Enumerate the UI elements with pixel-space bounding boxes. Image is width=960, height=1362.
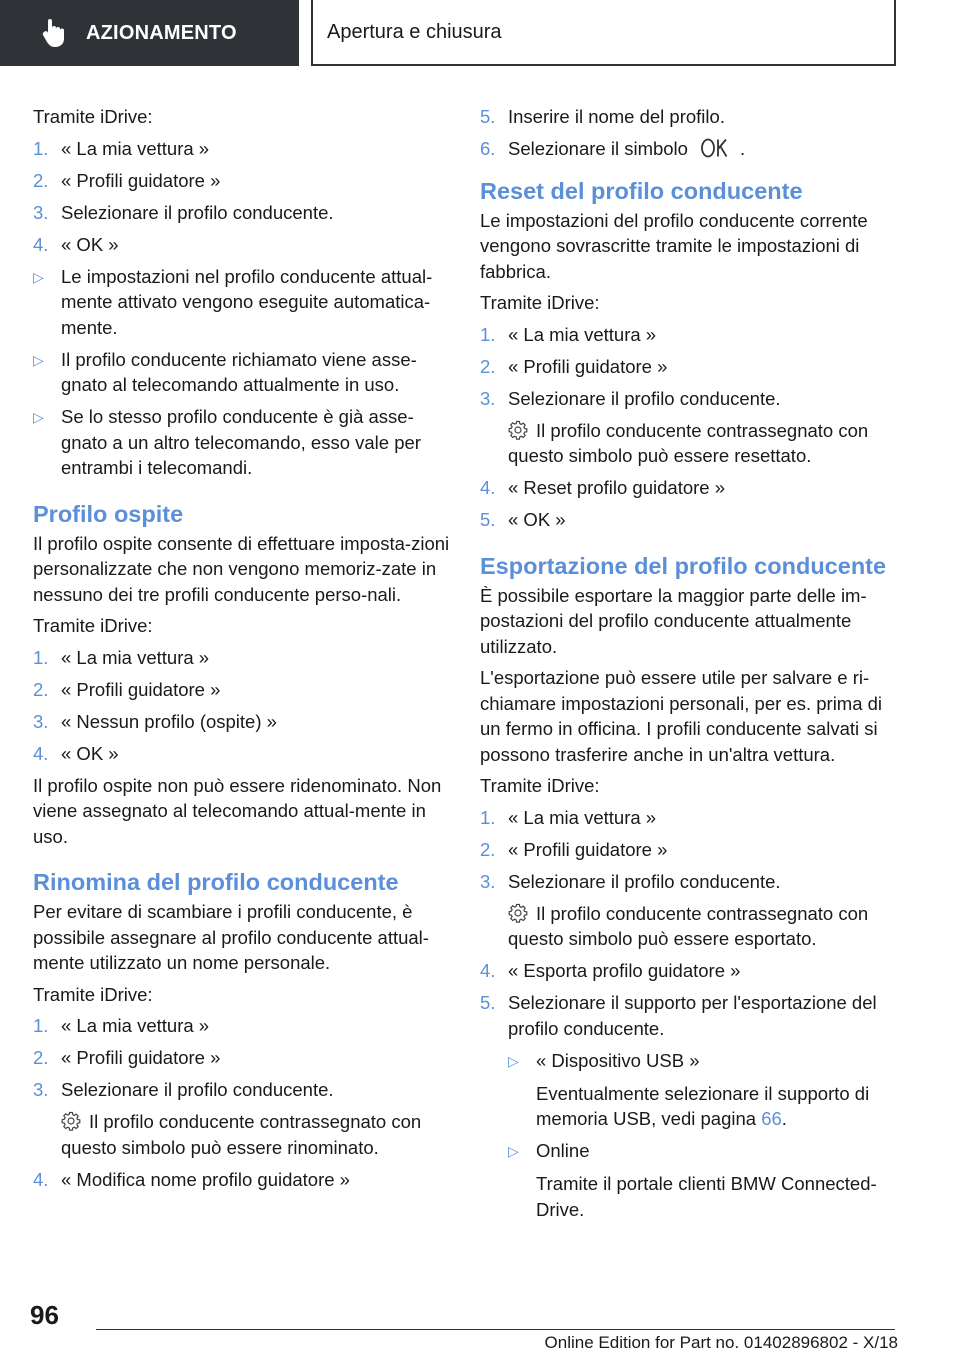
step-text: « Profili guidatore » (61, 1047, 221, 1068)
step-number: 3. (33, 1079, 49, 1100)
list-item (33, 347, 453, 398)
option-tail: . (781, 1108, 787, 1129)
step-number: 2. (33, 678, 49, 700)
list-item (480, 386, 900, 412)
list-item (480, 507, 900, 533)
step-text: « Profili guidatore » (508, 355, 668, 377)
step-number: 4. (480, 477, 496, 498)
step-number: 1. (480, 323, 496, 345)
chapter-title: Apertura e chiusura (327, 20, 502, 43)
triangle-bullet-icon: ▷ (33, 268, 44, 285)
step-text: Selezionare il simbolo (508, 138, 688, 159)
list-item (33, 232, 453, 258)
step-text: « Modifica nome profilo guidatore » (61, 1168, 350, 1190)
list-item (480, 104, 900, 130)
bullet-text: « Dispositivo USB » (536, 1049, 700, 1071)
steps-list (33, 645, 453, 767)
list-item (33, 677, 453, 703)
steps-list (33, 136, 453, 258)
symbol-note (508, 418, 900, 469)
footer-divider (96, 1329, 895, 1330)
triangle-bullet-icon: ▷ (508, 1143, 519, 1159)
step-number: 5. (480, 509, 496, 530)
edition-footer: Online Edition for Part no. 01402896802 - X/18 (544, 1333, 898, 1352)
step-number: 5. (480, 106, 496, 127)
paragraph: È possibile esportare la maggior parte delle im-postazioni del profilo conducente attualmente utilizzato. (480, 584, 867, 657)
triangle-bullet-icon: ▷ (33, 409, 44, 425)
step-number: 1. (33, 137, 49, 159)
steps-list (480, 475, 900, 533)
list-item (33, 741, 453, 767)
step-text: « Nessun profilo (ospite) » (61, 710, 277, 732)
heading-reset-profile: Reset del profilo conducente (480, 177, 803, 204)
step-text: Selezionare il supporto per l'esportazione del profilo conducente. (508, 992, 877, 1039)
step-text: « La mia vettura » (508, 806, 657, 828)
step-number: 6. (480, 138, 496, 159)
step-text: Selezionare il profilo conducente. (508, 387, 781, 409)
list-item (480, 805, 900, 831)
heading-export-profile: Esportazione del profilo conducente (480, 552, 887, 579)
step-number: 1. (33, 646, 49, 668)
list-item (480, 322, 900, 348)
steps-list (480, 805, 900, 895)
gear-icon (508, 903, 528, 923)
list-item (33, 264, 453, 341)
step-number: 1. (33, 1015, 49, 1036)
step-number: 2. (480, 838, 496, 860)
steps-list (480, 322, 900, 412)
list-item (480, 869, 900, 895)
left-column (33, 104, 453, 1199)
list-item (33, 168, 453, 194)
ok-symbol-icon (700, 137, 730, 159)
bullet-text: Se lo stesso profilo conducente è già asse-gnato a un altro telecomando, esso vale per entrambi i telecomandi. (61, 406, 421, 478)
step-text: « Profili guidatore » (508, 838, 668, 860)
step-number: 4. (33, 233, 49, 255)
heading-guest-profile: Profilo ospite (33, 500, 184, 527)
page-link[interactable]: 66 (761, 1108, 782, 1129)
step-number: 2. (480, 355, 496, 377)
step-number: 4. (33, 742, 49, 764)
paragraph: Tramite iDrive: (480, 292, 600, 313)
steps-list (480, 958, 900, 1041)
step-number: 1. (480, 806, 496, 828)
paragraph: Il profilo ospite non può essere ridenominato. Non viene assegnato al telecomando attual-mente in uso. (33, 774, 442, 847)
list-item (33, 404, 453, 481)
symbol-note (508, 901, 900, 952)
step-text: Inserire il nome del profilo. (508, 106, 725, 127)
paragraph: Tramite iDrive: (33, 615, 153, 636)
step-text: « Esporta profilo guidatore » (508, 960, 741, 981)
list-item (480, 475, 900, 501)
list-item (33, 1167, 453, 1193)
bullet-text: Online (536, 1140, 590, 1161)
step-number: 2. (33, 169, 49, 191)
triangle-bullet-icon: ▷ (508, 1052, 519, 1069)
option-description: Tramite il portale clienti BMW Connected-Drive. (536, 1173, 877, 1220)
list-item (33, 1013, 453, 1039)
step-number: 2. (33, 1047, 49, 1068)
step-text: Selezionare il profilo conducente. (61, 201, 334, 223)
bullet-text: Il profilo conducente richiamato viene asse-gnato al telecomando attualmente in uso. (61, 348, 417, 395)
step-text: « La mia vettura » (61, 1015, 210, 1036)
gear-icon (508, 420, 528, 440)
step-number: 5. (480, 992, 496, 1013)
hand-icon (34, 13, 74, 53)
paragraph: Tramite iDrive: (480, 775, 600, 796)
page-number: 96 (30, 1300, 59, 1330)
step-number: 3. (33, 201, 49, 223)
list-item (33, 1045, 453, 1071)
symbol-note (61, 1109, 453, 1160)
export-options (508, 1048, 900, 1223)
paragraph: Le impostazioni del profilo conducente corrente vengono sovrascritte tramite le impostazioni di fabbrica. (480, 209, 868, 282)
paragraph: Tramite iDrive: (33, 106, 153, 127)
list-item (33, 1077, 453, 1103)
list-item (33, 200, 453, 226)
steps-list (33, 1167, 453, 1193)
paragraph: Il profilo ospite consente di effettuare imposta-zioni personalizzate che non vengono memoriz-zate in nessuno dei tre profili conducente perso-nali. (33, 532, 450, 605)
step-number: 3. (480, 387, 496, 409)
step-number: 3. (480, 870, 496, 892)
step-text: « La mia vettura » (61, 646, 210, 668)
chapter-tab (311, 0, 896, 66)
step-text: « OK » (61, 233, 119, 255)
bullet-list (508, 1048, 900, 1075)
step-text: « OK » (508, 509, 566, 530)
step-text: « Profili guidatore » (61, 169, 221, 191)
list-item (480, 958, 900, 984)
list-item (33, 645, 453, 671)
triangle-bullet-icon: ▷ (33, 351, 44, 368)
step-text: « OK » (61, 742, 119, 764)
step-text: Selezionare il profilo conducente. (508, 870, 781, 892)
step-number: 4. (480, 960, 496, 981)
note-text: Il profilo conducente contrassegnato con questo simbolo può essere rinominato. (61, 1111, 422, 1158)
note-text: Il profilo conducente contrassegnato con questo simbolo può essere esportato. (508, 902, 869, 949)
bullet-list (508, 1138, 900, 1165)
bullet-text: Le impostazioni nel profilo conducente attual-mente attivato vengono eseguite automatica-mente. (61, 265, 433, 338)
bullet-list (33, 264, 453, 481)
paragraph: L'esportazione può essere utile per salvare e ri-chiamare impostazioni personali, per es. prima di un fermo in officina. I profili conducente salvati si possono trasferire anche in un'altra vettura. (480, 667, 883, 765)
section-title: AZIONAMENTO (86, 21, 237, 44)
steps-list (33, 1013, 453, 1103)
option-text: Eventualmente selezionare il supporto di memoria USB, vedi pagina (536, 1082, 870, 1129)
step-text: « La mia vettura » (61, 137, 210, 159)
steps-list (480, 104, 900, 162)
list-item (508, 1048, 900, 1075)
list-item (480, 837, 900, 863)
step-number: 3. (33, 710, 49, 732)
list-item (480, 136, 900, 162)
list-item (508, 1138, 900, 1165)
right-column (480, 104, 900, 1229)
list-item (480, 990, 900, 1041)
step-number: 4. (33, 1168, 49, 1190)
paragraph: Per evitare di scambiare i profili conducente, è possibile assegnare al profilo conducente attual-mente utilizzato un nome personale. (33, 901, 429, 973)
gear-icon (61, 1111, 81, 1131)
step-text: « La mia vettura » (508, 323, 657, 345)
section-tab (0, 0, 299, 66)
step-text: « Profili guidatore » (61, 678, 221, 700)
list-item (33, 709, 453, 735)
paragraph: Tramite iDrive: (33, 983, 153, 1005)
list-item (480, 354, 900, 380)
step-tail: . (739, 138, 746, 159)
step-text: Selezionare il profilo conducente. (61, 1079, 334, 1100)
heading-rename-profile: Rinomina del profilo conducente (33, 869, 399, 895)
note-text: Il profilo conducente contrassegnato con questo simbolo può essere resettato. (508, 419, 869, 466)
step-text: « Reset profilo guidatore » (508, 477, 725, 498)
list-item (33, 136, 453, 162)
option-description (536, 1081, 900, 1132)
